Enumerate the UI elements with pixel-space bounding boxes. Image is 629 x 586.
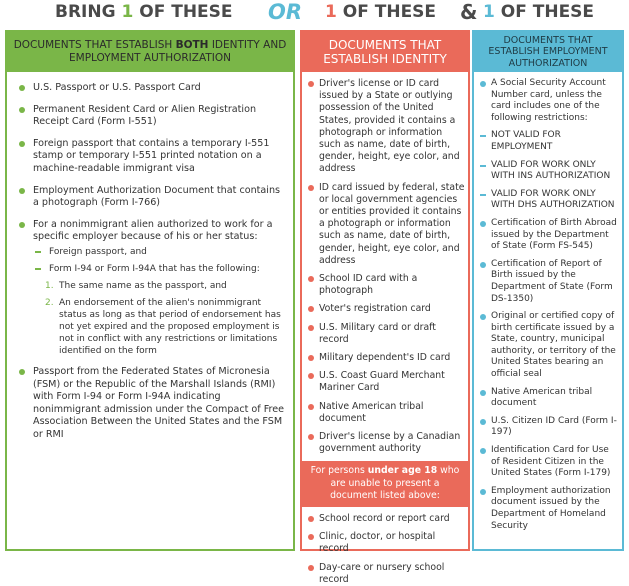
list-item: Certification of Birth Abroad issued by the Department of State (Form FS-545) — [480, 218, 619, 253]
under-18-subheading: For persons under age 18 who are unable to present a document listed above: — [302, 461, 468, 507]
bullet-icon — [308, 516, 314, 522]
bullet-icon — [480, 448, 486, 454]
bullet-icon — [480, 390, 486, 396]
sub-list-item: Form I-94 or Form I-94A that has the following: — [33, 263, 285, 275]
bullet-icon — [19, 222, 25, 228]
list-item: School ID card with a photograph — [308, 273, 465, 297]
bullet-icon — [480, 489, 486, 495]
list-item: Foreign passport that contains a temporary I-551 stamp or temporary I-551 printed notation on a machine-readable immigrant visa — [17, 138, 285, 176]
bullet-icon — [19, 85, 25, 91]
list-c-heading: DOCUMENTS THAT ESTABLISH EMPLOYMENT AUTHORIZATION — [474, 32, 622, 72]
sub-list-item: Foreign passport, and — [33, 246, 285, 258]
list-c-items — [474, 72, 622, 532]
banner-ampersand: & — [460, 0, 478, 24]
list-item: School record or report card — [308, 513, 465, 525]
bullet-icon — [480, 81, 486, 87]
restriction-item: VALID FOR WORK ONLY WITH DHS AUTHORIZATION — [480, 189, 619, 212]
bullet-icon — [308, 355, 314, 361]
list-item: Driver's license by a Canadian government authority — [308, 431, 465, 455]
bullet-icon — [308, 534, 314, 540]
bullet-icon — [19, 369, 25, 375]
list-item: U.S. Passport or U.S. Passport Card — [17, 82, 285, 95]
list-c-column — [472, 30, 624, 551]
list-item: Employment authorization document issued by the Department of Homeland Security — [480, 486, 619, 532]
list-item: Day-care or nursery school record — [308, 562, 465, 586]
bullet-icon — [19, 107, 25, 113]
numbered-item: 2. An endorsement of the alien's nonimmigrant status as long as that period of endorsement has not yet expired and the proposed employment is not in conflict with any restrictions or limitations identified on the form — [45, 297, 281, 356]
list-a-column — [5, 30, 295, 551]
list-item: Native American tribal document — [480, 387, 619, 410]
numbered-list — [33, 280, 285, 357]
bullet-icon — [308, 434, 314, 440]
bullet-icon — [308, 81, 314, 87]
bullet-icon — [480, 262, 486, 268]
list-a-items — [7, 72, 293, 442]
list-item: Certification of Report of Birth issued by the Department of State (Form DS-1350) — [480, 259, 619, 305]
restriction-item: NOT VALID FOR EMPLOYMENT — [480, 130, 619, 153]
list-item: U.S. Citizen ID Card (Form I-197) — [480, 416, 619, 439]
restriction-item: VALID FOR WORK ONLY WITH INS AUTHORIZATION — [480, 160, 619, 183]
bullet-icon — [308, 325, 314, 331]
banner-or: OR — [268, 0, 303, 24]
bullet-icon — [480, 314, 486, 320]
list-item: Driver's license or ID card issued by a State or outlying possession of the United States, provided it contains a photograph or information such as name, date of birth, gender, height, eye color, and address — [308, 78, 465, 176]
bullet-icon — [19, 141, 25, 147]
bullet-icon — [308, 276, 314, 282]
bullet-icon — [480, 221, 486, 227]
numbered-item: 1. The same name as the passport, and — [45, 280, 227, 291]
banner-part-1: BRING 1 OF THESE — [55, 2, 233, 22]
list-item: U.S. Coast Guard Merchant Mariner Card — [308, 370, 465, 394]
list-item: Permanent Resident Card or Alien Registration Receipt Card (Form I-551) — [17, 104, 285, 129]
list-item: For a nonimmigrant alien authorized to work for a specific employer because of his or her status: Foreign passport, and Form I-94 or Form I-94A that has the following: 1. The same name as the passport, and 2. An endorsement of the alien's nonimmigrant status as long as that period of endorsement has not yet expired and the proposed employment is not in conflict with any restrictions or limitations identified on the form — [17, 219, 285, 357]
list-b-heading: DOCUMENTS THAT ESTABLISH IDENTITY — [302, 32, 468, 72]
bullet-icon — [308, 565, 314, 571]
bullet-icon — [308, 185, 314, 191]
bullet-icon — [308, 373, 314, 379]
header-banner — [0, 0, 629, 26]
list-a-heading: DOCUMENTS THAT ESTABLISH BOTH IDENTITY AND EMPLOYMENT AUTHORIZATION — [7, 32, 293, 72]
list-item: Clinic, doctor, or hospital record — [308, 531, 465, 555]
list-item: Passport from the Federated States of Micronesia (FSM) or the Republic of the Marshall Islands (RMI) with Form I-94 or Form I-94A indicating nonimmigrant admission under the Compact of Free Association Between the United States and the FSM or RMI — [17, 366, 285, 442]
list-item: Employment Authorization Document that contains a photograph (Form I-766) — [17, 185, 285, 210]
bullet-icon — [480, 419, 486, 425]
list-item: Original or certified copy of birth certificate issued by a State, country, municipal authority, or territory of the United States bearing an official seal — [480, 311, 619, 381]
list-item: A Social Security Account Number card, unless the card includes one of the following restrictions: — [480, 78, 619, 124]
list-b-column — [300, 30, 470, 585]
banner-part-3: 1 OF THESE — [483, 2, 595, 22]
list-item: Military dependent's ID card — [308, 352, 465, 364]
banner-part-2: 1 OF THESE — [325, 2, 437, 22]
bullet-icon — [19, 188, 25, 194]
list-item: U.S. Military card or draft record — [308, 322, 465, 346]
bullet-icon — [308, 306, 314, 312]
list-item: Voter's registration card — [308, 303, 465, 315]
under-18-items — [302, 513, 468, 586]
bullet-icon — [308, 404, 314, 410]
list-item: Native American tribal document — [308, 401, 465, 425]
list-b-items — [302, 72, 468, 455]
list-item: Identification Card for Use of Resident Citizen in the United States (Form I-179) — [480, 445, 619, 480]
list-item: ID card issued by federal, state or local government agencies or entities provided it contains a photograph or information such as name, date of birth, gender, height, eye color, and address — [308, 182, 465, 267]
